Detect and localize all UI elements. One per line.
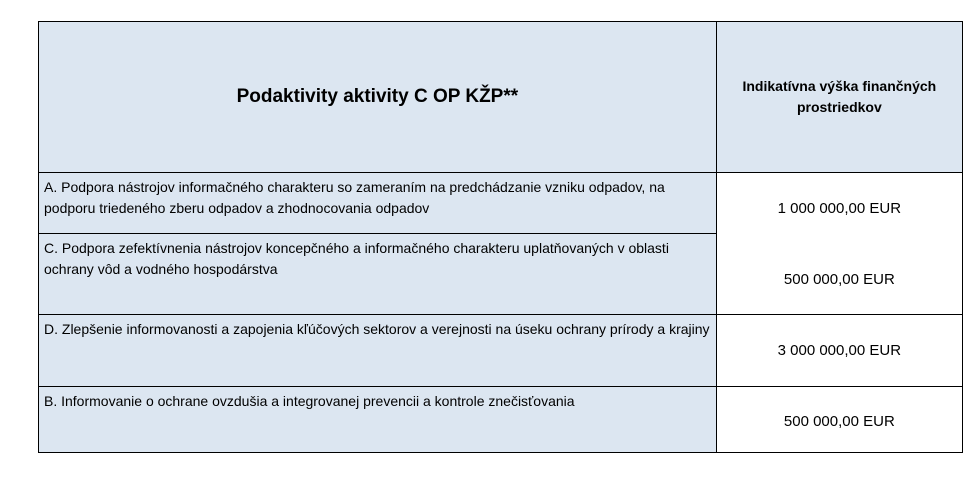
row-b-description: B. Informovanie o ochrane ovzdušia a integrovanej prevencii a kontrole znečisťovania — [39, 387, 717, 453]
header-indicative-amount: Indikatívna výška finančných prostriedkov — [716, 22, 962, 173]
activities-table — [38, 21, 963, 453]
row-c-amount: 500 000,00 EUR — [783, 271, 895, 289]
table-row — [39, 387, 963, 453]
row-c-description: C. Podpora zefektívnenia nástrojov koncepčného a informačného charakteru uplatňovaných v oblasti ochrany vôd a vodného hospodárstva — [39, 233, 717, 314]
header-subactivities: Podaktivity aktivity C OP KŽP** — [39, 22, 717, 173]
table-row — [39, 315, 963, 387]
row-b-amount: 500 000,00 EUR — [716, 387, 962, 453]
row-d-amount: 3 000 000,00 EUR — [716, 315, 962, 387]
table-row — [39, 173, 963, 234]
merged-amount-cell — [716, 173, 962, 315]
row-a-amount: 1 000 000,00 EUR — [777, 200, 902, 218]
table-header-row — [39, 22, 963, 173]
row-a-description: A. Podpora nástrojov informačného charakteru so zameraním na predchádzanie vzniku odpadov, na podporu triedeného zberu odpadov a zhodnocovania odpadov — [39, 173, 717, 234]
row-d-description: D. Zlepšenie informovanosti a zapojenia kľúčových sektorov a verejnosti na úseku ochrany prírody a krajiny — [39, 315, 717, 387]
